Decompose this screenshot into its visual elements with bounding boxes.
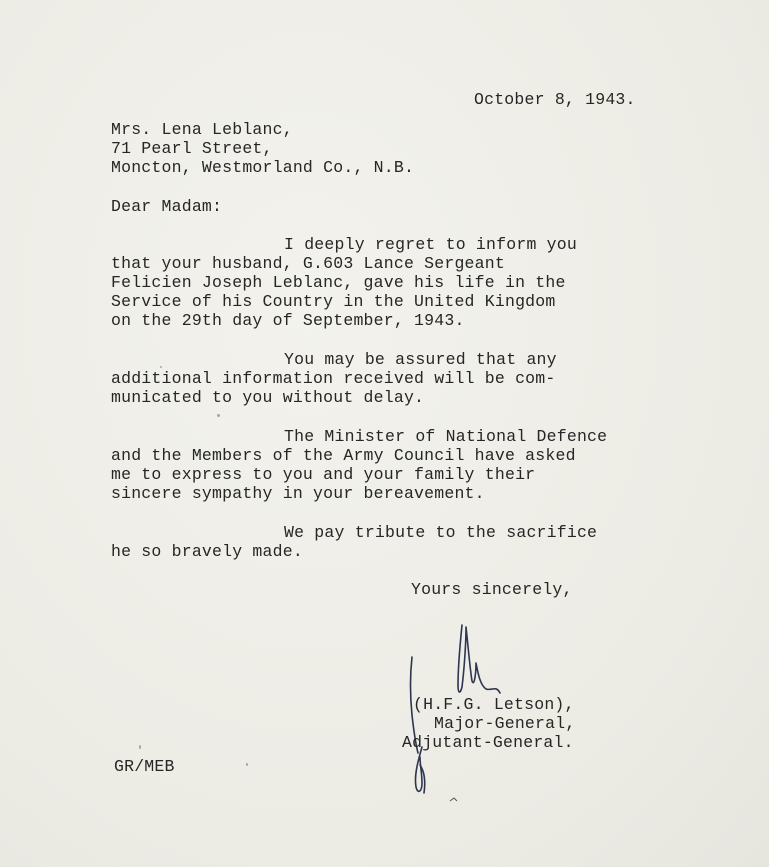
- closing: Yours sincerely,: [411, 580, 573, 599]
- paragraph-4-line-2: he so bravely made.: [111, 542, 303, 561]
- paragraph-1-line-2: that your husband, G.603 Lance Sergeant: [111, 254, 505, 273]
- signatory-title: Adjutant-General.: [402, 733, 574, 752]
- salutation: Dear Madam:: [111, 197, 223, 216]
- signatory-rank: Major-General,: [434, 714, 576, 733]
- paragraph-1-line-5: on the 29th day of September, 1943.: [111, 311, 465, 330]
- ink-speck: [246, 763, 248, 766]
- reference-initials: GR/MEB: [114, 757, 175, 776]
- paragraph-2-line-1: You may be assured that any: [284, 350, 557, 369]
- paragraph-2-line-3: municated to you without delay.: [111, 388, 425, 407]
- ink-speck: [139, 745, 141, 749]
- paragraph-1-line-4: Service of his Country in the United Kingdom: [111, 292, 556, 311]
- letter-date: October 8, 1943.: [474, 90, 636, 109]
- paragraph-2-line-2: additional information received will be com-: [111, 369, 556, 388]
- paragraph-1-line-3: Felicien Joseph Leblanc, gave his life in the: [111, 273, 566, 292]
- recipient-street: 71 Pearl Street,: [111, 139, 273, 158]
- ink-speck: [160, 366, 162, 368]
- paragraph-3-line-2: and the Members of the Army Council have asked: [111, 446, 576, 465]
- signatory-name: (H.F.G. Letson),: [413, 695, 575, 714]
- recipient-name: Mrs. Lena Leblanc,: [111, 120, 293, 139]
- paragraph-3-line-1: The Minister of National Defence: [284, 427, 608, 446]
- paragraph-4-line-1: We pay tribute to the sacrifice: [284, 523, 598, 542]
- recipient-city: Moncton, Westmorland Co., N.B.: [111, 158, 415, 177]
- paragraph-1-line-1: I deeply regret to inform you: [284, 235, 577, 254]
- paragraph-3-line-4: sincere sympathy in your bereavement.: [111, 484, 485, 503]
- ink-speck: [217, 414, 220, 417]
- paragraph-3-line-3: me to express to you and your family their: [111, 465, 536, 484]
